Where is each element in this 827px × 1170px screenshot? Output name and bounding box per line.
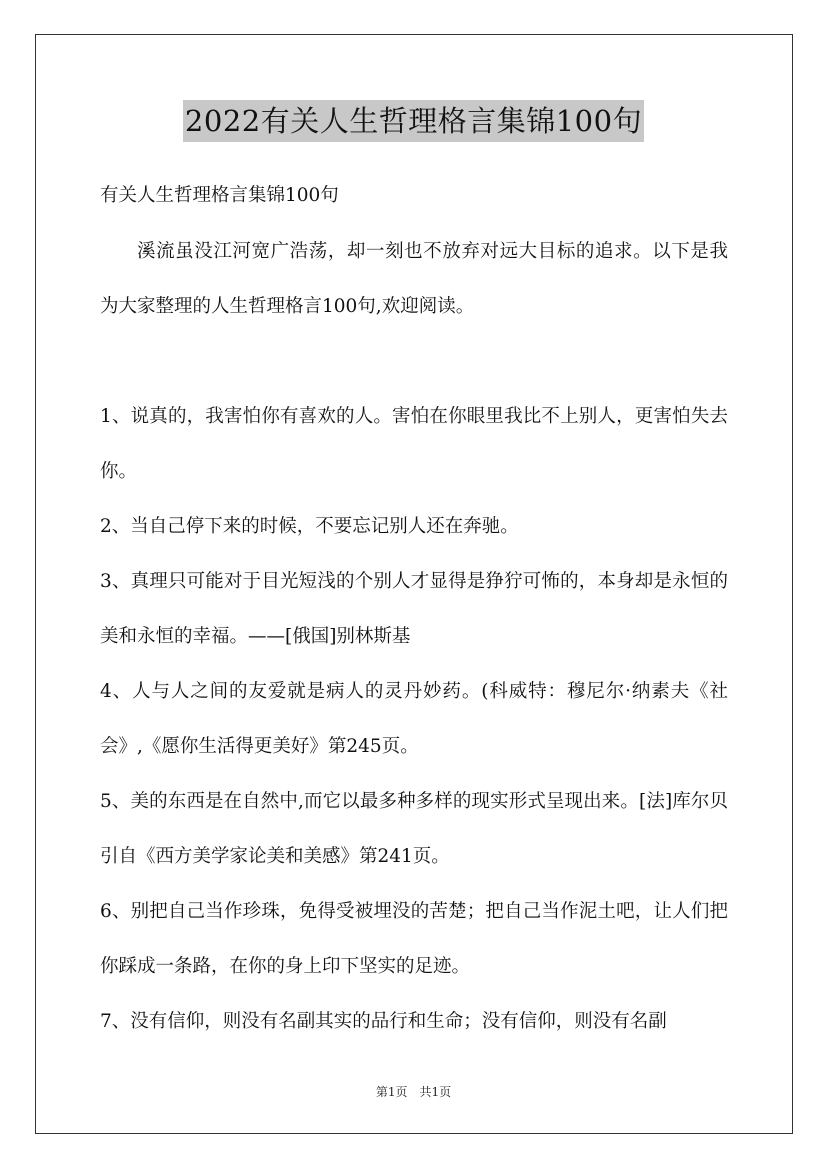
blank-line [100, 334, 728, 389]
page-total: 共1页 [419, 1085, 452, 1099]
quote-item-1: 1、说真的，我害怕你有喜欢的人。害怕在你眼里我比不上别人，更害怕失去你。 [100, 406, 728, 482]
quote-item-7: 7、没有信仰，则没有名副其实的品行和生命；没有信仰，则没有名副 [100, 1011, 667, 1032]
document-title: 2022有关人生哲理格言集锦100句 [183, 100, 644, 142]
quote-item-3: 3、真理只可能对于目光短浅的个别人才显得是狰狞可怖的，本身却是永恒的美和永恒的幸福。——[俄国]别林斯基 [100, 571, 728, 647]
page-footer [0, 1083, 827, 1100]
page-number: 第1页 [375, 1085, 408, 1099]
quote-item-5: 5、美的东西是在自然中,而它以最多种多样的现实形式呈现出来。[法]库尔贝引自《西方美学家论美和美感》第241页。 [100, 791, 728, 867]
quote-item-6: 6、别把自己当作珍珠，免得受被埋没的苦楚；把自己当作泥土吧，让人们把你踩成一条路，在你的身上印下坚实的足迹。 [100, 901, 728, 977]
document-body [100, 168, 728, 1049]
document-subtitle: 有关人生哲理格言集锦100句 [100, 185, 339, 206]
intro-paragraph: 溪流虽没江河宽广浩荡，却一刻也不放弃对远大目标的追求。以下是我为大家整理的人生哲理格言100句,欢迎阅读。 [100, 241, 728, 317]
quote-item-2: 2、当自己停下来的时候，不要忘记别人还在奔驰。 [100, 516, 519, 537]
title-container [0, 100, 827, 142]
quote-item-4: 4、人与人之间的友爱就是病人的灵丹妙药。(科威特：穆尼尔·纳素夫《社会》,《愿你生活得更美好》第245页。 [100, 681, 728, 757]
